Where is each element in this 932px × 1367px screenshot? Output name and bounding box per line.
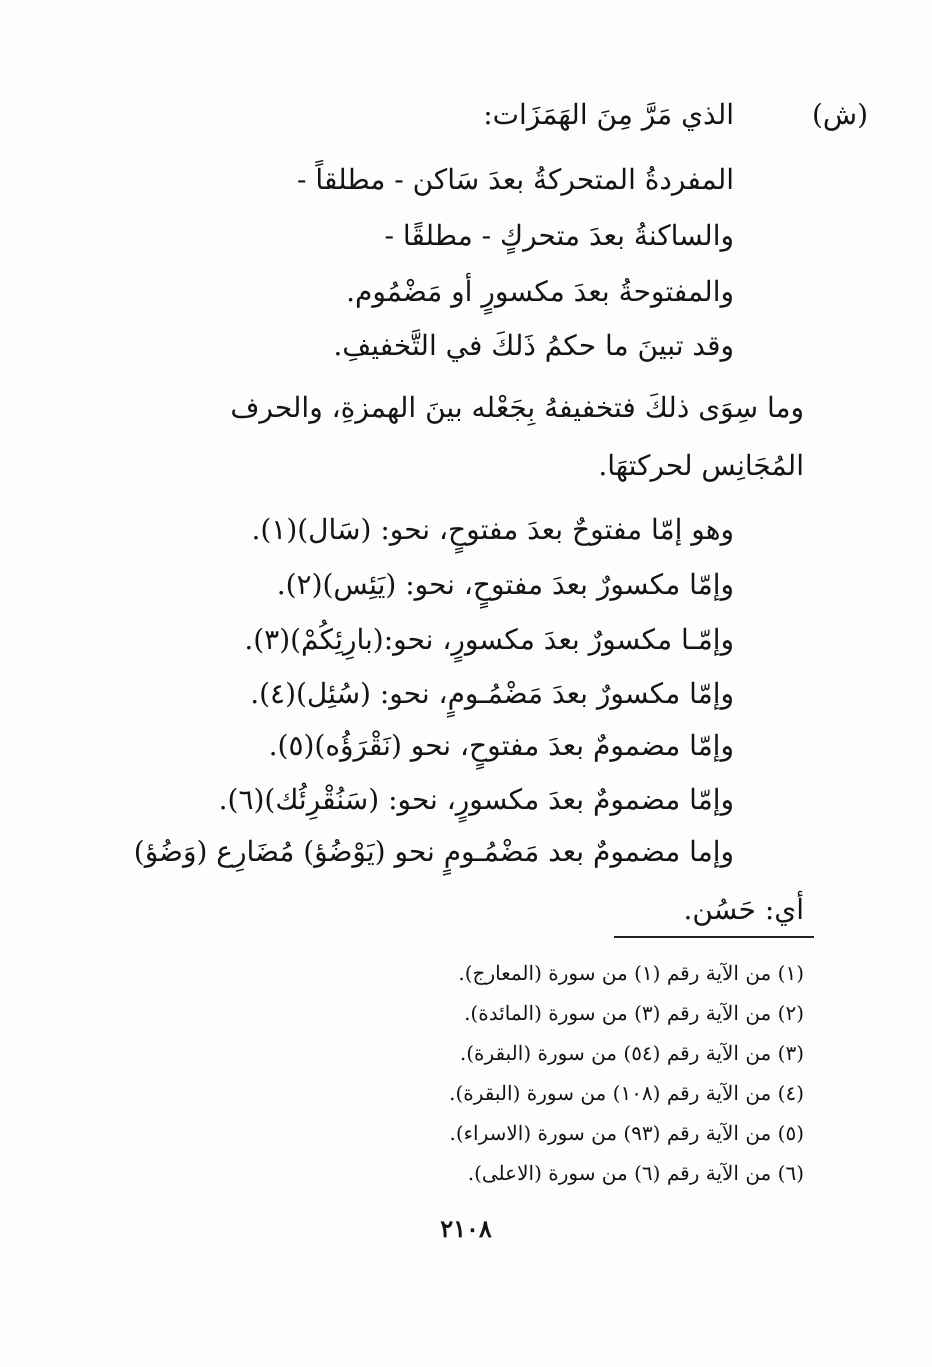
text-line-10: وإمّـا مكسورٌ بعدَ مكسورٍ، نحو:(بارِئِكُمْ)(٣). xyxy=(244,623,734,656)
footnote-1: (١) من الآية رقم (١) من سورة (المعارج). xyxy=(458,961,804,985)
commentary-marker: (ش) xyxy=(811,98,868,131)
text-line-15: أي: حَسُن. xyxy=(683,893,804,926)
text-line-14: وإما مضمومٌ بعد مَضْمُـومٍ نحو (يَوْضُؤ) مُضَارِع (وَضُؤ) xyxy=(133,835,734,868)
text-line-12: وإمّا مضمومٌ بعدَ مفتوحٍ، نحو (نَقْرَؤُه)(٥). xyxy=(268,729,734,762)
text-line-13: وإمّا مضمومٌ بعدَ مكسورٍ، نحو: (سَنُقْرِئُك)(٦). xyxy=(218,783,734,816)
footnote-5: (٥) من الآية رقم (٩٣) من سورة (الاسراء). xyxy=(449,1121,804,1145)
text-line-9: وإمّا مكسورٌ بعدَ مفتوحٍ، نحو: (يَئِس)(٢). xyxy=(276,568,734,601)
text-line-4: والمفتوحةُ بعدَ مكسورٍ أو مَضْمُوم. xyxy=(346,275,734,308)
text-line-5: وقد تبينَ ما حكمُ ذَلكَ في التَّخفيفِ. xyxy=(333,329,734,362)
text-line-11: وإمّا مكسورٌ بعدَ مَضْمُـومٍ، نحو: (سُئِل)(٤). xyxy=(250,677,734,710)
footnote-2: (٢) من الآية رقم (٣) من سورة (المائدة). xyxy=(464,1001,804,1025)
footnote-6: (٦) من الآية رقم (٦) من سورة (الاعلى). xyxy=(467,1161,804,1185)
text-line-6: وما سِوَى ذلكَ فتخفيفهُ بِجَعْله بينَ الهمزةِ، والحرف xyxy=(230,391,804,424)
text-line-2: المفردةُ المتحركةُ بعدَ سَاكن - مطلقاً - xyxy=(297,163,734,196)
text-line-8: وهو إمّا مفتوحٌ بعدَ مفتوحٍ، نحو: (سَال)(١). xyxy=(251,513,734,546)
text-line-3: والساكنةُ بعدَ متحركٍ - مطلقًا - xyxy=(384,219,734,252)
text-line-1: الذي مَرَّ مِنَ الهَمَزَات: xyxy=(483,98,734,131)
text-line-7: المُجَانِس لحركتهَا. xyxy=(598,449,804,482)
footnote-divider xyxy=(614,936,814,938)
page-number: ٢١٠٨ xyxy=(440,1214,492,1243)
footnote-4: (٤) من الآية رقم (١٠٨) من سورة (البقرة). xyxy=(449,1081,804,1105)
footnote-3: (٣) من الآية رقم (٥٤) من سورة (البقرة). xyxy=(459,1041,804,1065)
